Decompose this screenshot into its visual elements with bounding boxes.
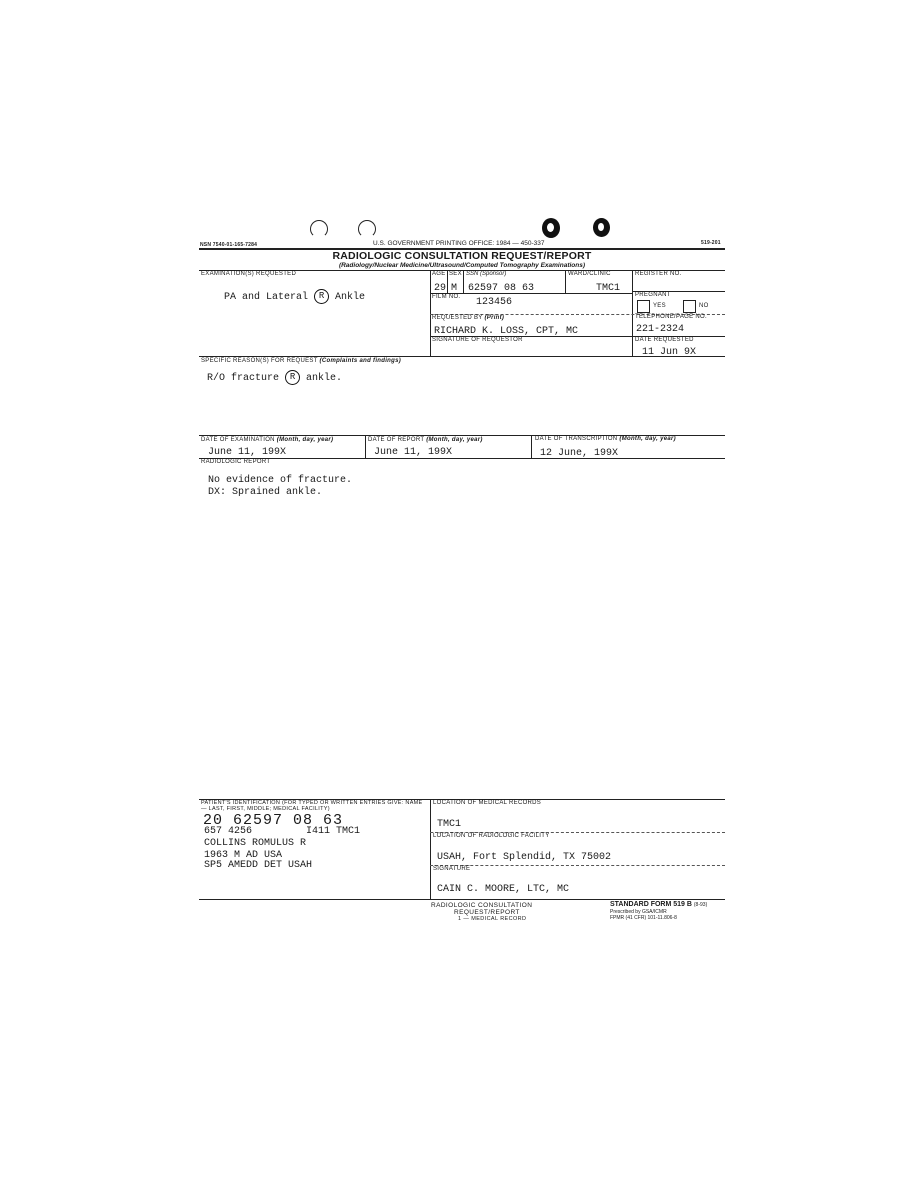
patient-id-label bbox=[201, 800, 427, 812]
film-value: 123456 bbox=[476, 297, 513, 308]
location-records-label: LOCATION OF MEDICAL RECORDS bbox=[433, 800, 542, 806]
report-line-2: DX: Sprained ankle. bbox=[208, 487, 323, 498]
pregnant-yes-checkbox[interactable] bbox=[637, 300, 650, 313]
grid-line-v1 bbox=[430, 270, 431, 356]
grid-line-v4 bbox=[463, 270, 464, 294]
bottom-bottom-rule bbox=[199, 899, 725, 900]
prescribed-by: Prescribed by GSA/ICMR bbox=[610, 909, 667, 915]
punch-hole-solid-right bbox=[593, 218, 610, 237]
report-date-value: June 11, 199X bbox=[374, 447, 453, 458]
ward-value: TMC1 bbox=[596, 283, 621, 294]
dates-divider-2 bbox=[531, 435, 532, 458]
requested-by-label: REQUESTED BY (Print) bbox=[432, 315, 505, 321]
film-label: FILM NO. bbox=[432, 294, 461, 300]
requested-by-value: RICHARD K. LOSS, CPT, MC bbox=[434, 326, 579, 337]
punch-hole-outline-right bbox=[358, 220, 376, 238]
telephone-label: TELEPHONE/PAGE NO. bbox=[635, 314, 707, 320]
exam-date-value: June 11, 199X bbox=[208, 447, 287, 458]
reason-value bbox=[207, 370, 342, 385]
age-value: 29 bbox=[434, 283, 447, 294]
punch-hole-outline-left bbox=[310, 220, 328, 238]
dates-divider-1 bbox=[365, 435, 366, 458]
patient-name: COLLINS ROMULUS R bbox=[204, 838, 307, 849]
punch-hole-solid-left bbox=[542, 218, 560, 238]
nsn-number: NSN 7540-01-165-7284 bbox=[200, 242, 258, 248]
requestor-signature-label: SIGNATURE OF REQUESTOR bbox=[432, 337, 523, 343]
location-records-value: TMC1 bbox=[437, 819, 462, 830]
reason-value-post: ankle. bbox=[306, 373, 343, 385]
exam-value-post: Ankle bbox=[335, 292, 366, 304]
signature-value: CAIN C. MOORE, LTC, MC bbox=[437, 884, 570, 895]
pregnant-yes-label: YES bbox=[653, 303, 666, 309]
grid-line-v3 bbox=[447, 270, 448, 294]
fpmr-reference: FPMR (41 CFR) 101-11.806-8 bbox=[610, 915, 677, 921]
patient-id-number: 20 62597 08 63 bbox=[203, 812, 344, 829]
ssn-value: 62597 08 63 bbox=[468, 283, 535, 294]
standard-form-rev: (8-93) bbox=[693, 902, 708, 908]
footer-title-2: REQUEST/REPORT bbox=[454, 909, 520, 916]
location-facility-value: USAH, Fort Splendid, TX 75002 bbox=[437, 852, 612, 863]
report-date-label: DATE OF REPORT (Month, day, year) bbox=[368, 437, 483, 443]
exam-value-pre: PA and Lateral bbox=[224, 292, 309, 304]
grid-line-v2 bbox=[632, 270, 633, 356]
telephone-value: 221-2324 bbox=[636, 324, 685, 335]
pregnant-label: PREGNANT bbox=[635, 292, 671, 298]
dates-bottom-rule bbox=[199, 458, 725, 459]
grid-line-v5 bbox=[565, 270, 566, 294]
age-label: AGE bbox=[432, 271, 446, 277]
facility-rule bbox=[430, 865, 725, 866]
bottom-divider bbox=[430, 799, 431, 899]
patient-id-line-4: 1963 M AD USA bbox=[204, 850, 283, 861]
standard-form-text: STANDARD FORM 519 B bbox=[610, 901, 692, 908]
ward-label: WARD/CLINIC bbox=[568, 271, 611, 277]
date-requested-label: DATE REQUESTED bbox=[635, 337, 694, 343]
report-label: RADIOLOGIC REPORT bbox=[201, 459, 271, 465]
footer-title-1: RADIOLOGIC CONSULTATION bbox=[431, 902, 533, 909]
report-line-1: No evidence of fracture. bbox=[208, 475, 353, 486]
form-title: RADIOLOGIC CONSULTATION REQUEST/REPORT bbox=[332, 250, 592, 262]
patient-id-line-2a: 657 4256 bbox=[204, 826, 253, 837]
reason-label: SPECIFIC REASON(S) FOR REQUEST (Complaints and findings) bbox=[201, 358, 402, 364]
patient-id-line-5: SP5 AMEDD DET USAH bbox=[204, 860, 313, 871]
signature-label: SIGNATURE bbox=[433, 866, 471, 872]
sex-label: SEX bbox=[449, 271, 462, 277]
form-code: 519-201 bbox=[701, 240, 721, 246]
reason-side-circle: R bbox=[285, 370, 300, 385]
transcription-date-label: DATE OF TRANSCRIPTION (Month, day, year) bbox=[535, 436, 676, 442]
date-requested-value: 11 Jun 9X bbox=[642, 347, 697, 358]
pregnant-no-label: NO bbox=[699, 303, 709, 309]
ssn-label: SSN (Sponsor) bbox=[466, 271, 507, 277]
patient-id-line-2b: I411 TMC1 bbox=[306, 826, 361, 837]
pregnant-no-checkbox[interactable] bbox=[683, 300, 696, 313]
standard-form bbox=[610, 901, 707, 908]
exam-date-label: DATE OF EXAMINATION (Month, day, year) bbox=[201, 437, 334, 443]
exam-side-circle: R bbox=[314, 289, 329, 304]
sex-value: M bbox=[451, 283, 458, 294]
patient-id-label-text: PATIENT'S IDENTIFICATION (FOR TYPED OR WRITTEN ENTRIES GIVE: NAME — LAST, FIRST, MIDDLE; MEDICAL FACILITY) bbox=[201, 800, 423, 812]
transcription-date-value: 12 June, 199X bbox=[540, 448, 619, 459]
reason-value-pre: R/O fracture bbox=[207, 373, 280, 385]
location-facility-label: LOCATION OF RADIOLOGIC FACILITY bbox=[433, 833, 550, 839]
exam-requested-label: EXAMINATION(S) REQUESTED bbox=[201, 271, 297, 277]
register-label: REGISTER NO. bbox=[635, 271, 682, 277]
printing-office-note: U.S. GOVERNMENT PRINTING OFFICE: 1984 — 450-337 bbox=[373, 240, 545, 247]
exam-requested-value bbox=[224, 289, 365, 304]
footer-title-3: 1 — MEDICAL RECORD bbox=[458, 916, 527, 922]
form-subtitle: (Radiology/Nuclear Medicine/Ultrasound/Computed Tomography Examinations) bbox=[338, 262, 586, 269]
